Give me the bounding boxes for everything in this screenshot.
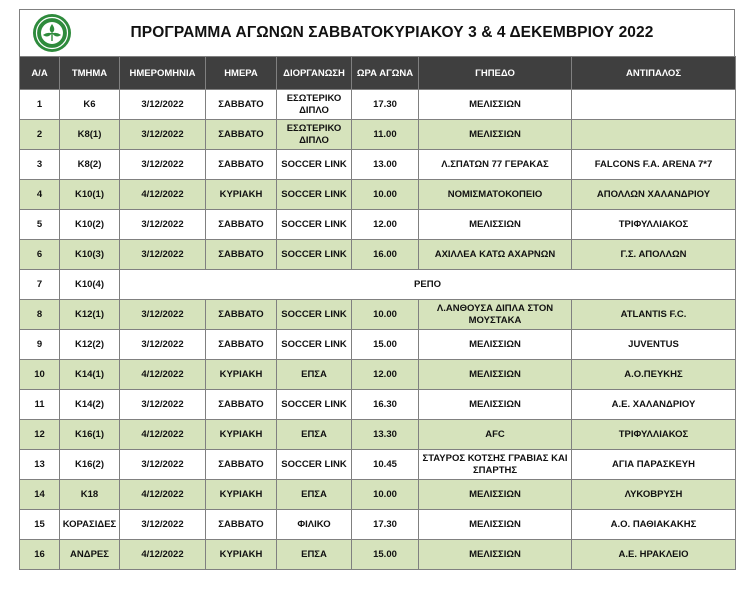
venue-cell: AFC — [419, 420, 572, 450]
organizer-cell: ΕΠΣΑ — [277, 360, 352, 390]
date-cell: 3/12/2022 — [120, 150, 206, 180]
venue-cell: ΜΕΛΙΣΣΙΩΝ — [419, 360, 572, 390]
day-cell: ΣΑΒΒΑΤΟ — [206, 330, 277, 360]
opponent-cell: FALCONS F.A. ARENA 7*7 — [572, 150, 736, 180]
team-cell: Κ16(2) — [60, 450, 120, 480]
table-row — [20, 180, 736, 210]
table-row — [20, 330, 736, 360]
organizer-cell: ΕΠΣΑ — [277, 540, 352, 570]
opponent-cell — [572, 120, 736, 150]
day-cell: ΣΑΒΒΑΤΟ — [206, 510, 277, 540]
team-cell: Κ12(2) — [60, 330, 120, 360]
table-row — [20, 510, 736, 540]
team-cell: Κ10(4) — [60, 270, 120, 300]
organizer-cell: ΕΣΩΤΕΡΙΚΟ ΔΙΠΛΟ — [277, 90, 352, 120]
day-cell: ΣΑΒΒΑΤΟ — [206, 150, 277, 180]
row-number: 15 — [20, 510, 60, 540]
row-number: 16 — [20, 540, 60, 570]
table-row — [20, 420, 736, 450]
organizer-cell: SOCCER LINK — [277, 150, 352, 180]
opponent-cell: ΛΥΚΟΒΡΥΣΗ — [572, 480, 736, 510]
schedule-sheet — [19, 9, 735, 570]
time-cell: 17.30 — [352, 510, 419, 540]
day-cell: ΣΑΒΒΑΤΟ — [206, 300, 277, 330]
date-cell: 3/12/2022 — [120, 300, 206, 330]
day-cell: ΣΑΒΒΑΤΟ — [206, 450, 277, 480]
time-cell: 10.00 — [352, 180, 419, 210]
venue-cell: ΑΧΙΛΛΕΑ ΚΑΤΩ ΑΧΑΡΝΩΝ — [419, 240, 572, 270]
date-cell: 3/12/2022 — [120, 120, 206, 150]
row-number: 12 — [20, 420, 60, 450]
team-cell: Κ6 — [60, 90, 120, 120]
opponent-cell: ΑΠΟΛΛΩΝ ΧΑΛΑΝΔΡΙΟΥ — [572, 180, 736, 210]
table-row — [20, 300, 736, 330]
table-row — [20, 450, 736, 480]
date-cell: 4/12/2022 — [120, 360, 206, 390]
organizer-cell: ΦΙΛΙΚΟ — [277, 510, 352, 540]
team-cell: Κ10(1) — [60, 180, 120, 210]
day-cell: ΣΑΒΒΑΤΟ — [206, 390, 277, 420]
date-cell: 3/12/2022 — [120, 210, 206, 240]
time-cell: 17.30 — [352, 90, 419, 120]
time-cell: 10.00 — [352, 300, 419, 330]
venue-cell: Λ.ΑΝΘΟΥΣΑ ΔΙΠΛΑ ΣΤΟΝ ΜΟΥΣΤΑΚΑ — [419, 300, 572, 330]
rest-cell: ΡΕΠΟ — [120, 270, 736, 300]
venue-cell: ΜΕΛΙΣΣΙΩΝ — [419, 510, 572, 540]
time-cell: 16.00 — [352, 240, 419, 270]
opponent-cell: Α.Ο. ΠΑΘΙΑΚΑΚΗΣ — [572, 510, 736, 540]
team-cell: Κ16(1) — [60, 420, 120, 450]
column-header: Α/Α — [20, 57, 60, 90]
team-cell: Κ8(2) — [60, 150, 120, 180]
organizer-cell: SOCCER LINK — [277, 240, 352, 270]
row-number: 9 — [20, 330, 60, 360]
club-logo-icon — [32, 13, 72, 53]
venue-cell: ΝΟΜΙΣΜΑΤΟΚΟΠΕΙΟ — [419, 180, 572, 210]
organizer-cell: ΕΠΣΑ — [277, 420, 352, 450]
row-number: 7 — [20, 270, 60, 300]
venue-cell: ΜΕΛΙΣΣΙΩΝ — [419, 330, 572, 360]
table-row — [20, 90, 736, 120]
table-row — [20, 120, 736, 150]
venue-cell: ΜΕΛΙΣΣΙΩΝ — [419, 210, 572, 240]
date-cell: 4/12/2022 — [120, 180, 206, 210]
opponent-cell: ΤΡΙΦΥΛΛΙΑΚΟΣ — [572, 210, 736, 240]
table-row — [20, 540, 736, 570]
organizer-cell: SOCCER LINK — [277, 210, 352, 240]
row-number: 3 — [20, 150, 60, 180]
table-row — [20, 270, 736, 300]
date-cell: 3/12/2022 — [120, 90, 206, 120]
column-header: ΤΜΗΜΑ — [60, 57, 120, 90]
team-cell: Κ10(2) — [60, 210, 120, 240]
day-cell: ΚΥΡΙΑΚΗ — [206, 180, 277, 210]
time-cell: 12.00 — [352, 360, 419, 390]
match-schedule-table — [19, 56, 736, 570]
row-number: 13 — [20, 450, 60, 480]
row-number: 4 — [20, 180, 60, 210]
table-row — [20, 240, 736, 270]
page-title: ΠΡΟΓΡΑΜΜΑ ΑΓΩΝΩΝ ΣΑΒΒΑΤΟΚΥΡΙΑΚΟΥ 3 & 4 ΔΕΚΕΜΒΡΙΟΥ 2022 — [130, 24, 654, 41]
time-cell: 15.00 — [352, 540, 419, 570]
team-cell: Κ10(3) — [60, 240, 120, 270]
row-number: 1 — [20, 90, 60, 120]
time-cell: 13.00 — [352, 150, 419, 180]
organizer-cell: SOCCER LINK — [277, 390, 352, 420]
row-number: 6 — [20, 240, 60, 270]
date-cell: 3/12/2022 — [120, 240, 206, 270]
row-number: 8 — [20, 300, 60, 330]
venue-cell: ΜΕΛΙΣΣΙΩΝ — [419, 90, 572, 120]
organizer-cell: SOCCER LINK — [277, 450, 352, 480]
table-row — [20, 210, 736, 240]
opponent-cell: ATLANTIS F.C. — [572, 300, 736, 330]
opponent-cell: Α.Ε. ΗΡΑΚΛΕΙΟ — [572, 540, 736, 570]
organizer-cell: ΕΣΩΤΕΡΙΚΟ ΔΙΠΛΟ — [277, 120, 352, 150]
venue-cell: ΣΤΑΥΡΟΣ ΚΟΤΣΗΣ ΓΡΑΒΙΑΣ ΚΑΙ ΣΠΑΡΤΗΣ — [419, 450, 572, 480]
opponent-cell: ΤΡΙΦΥΛΛΙΑΚΟΣ — [572, 420, 736, 450]
date-cell: 4/12/2022 — [120, 540, 206, 570]
opponent-cell: ΑΓΙΑ ΠΑΡΑΣΚΕΥΗ — [572, 450, 736, 480]
day-cell: ΚΥΡΙΑΚΗ — [206, 420, 277, 450]
column-header: ΓΗΠΕΔΟ — [419, 57, 572, 90]
opponent-cell: Α.Ε. ΧΑΛΑΝΔΡΙΟΥ — [572, 390, 736, 420]
opponent-cell: Α.Ο.ΠΕΥΚΗΣ — [572, 360, 736, 390]
time-cell: 13.30 — [352, 420, 419, 450]
day-cell: ΚΥΡΙΑΚΗ — [206, 480, 277, 510]
team-cell: ΑΝΔΡΕΣ — [60, 540, 120, 570]
organizer-cell: ΕΠΣΑ — [277, 480, 352, 510]
day-cell: ΚΥΡΙΑΚΗ — [206, 540, 277, 570]
table-row — [20, 150, 736, 180]
table-row — [20, 360, 736, 390]
opponent-cell: Γ.Σ. ΑΠΟΛΛΩΝ — [572, 240, 736, 270]
date-cell: 3/12/2022 — [120, 390, 206, 420]
time-cell: 10.45 — [352, 450, 419, 480]
team-cell: Κ8(1) — [60, 120, 120, 150]
column-header: ΗΜΕΡΟΜΗΝΙΑ — [120, 57, 206, 90]
row-number: 2 — [20, 120, 60, 150]
organizer-cell: SOCCER LINK — [277, 300, 352, 330]
team-cell: ΚΟΡΑΣΙΔΕΣ — [60, 510, 120, 540]
time-cell: 10.00 — [352, 480, 419, 510]
row-number: 11 — [20, 390, 60, 420]
opponent-cell: JUVENTUS — [572, 330, 736, 360]
time-cell: 12.00 — [352, 210, 419, 240]
date-cell: 3/12/2022 — [120, 330, 206, 360]
opponent-cell — [572, 90, 736, 120]
time-cell: 16.30 — [352, 390, 419, 420]
venue-cell: ΜΕΛΙΣΣΙΩΝ — [419, 480, 572, 510]
date-cell: 3/12/2022 — [120, 510, 206, 540]
column-header: ΔΙΟΡΓΑΝΩΣΗ — [277, 57, 352, 90]
column-header: ΑΝΤΙΠΑΛΟΣ — [572, 57, 736, 90]
time-cell: 15.00 — [352, 330, 419, 360]
day-cell: ΣΑΒΒΑΤΟ — [206, 120, 277, 150]
venue-cell: ΜΕΛΙΣΣΙΩΝ — [419, 120, 572, 150]
day-cell: ΚΥΡΙΑΚΗ — [206, 360, 277, 390]
day-cell: ΣΑΒΒΑΤΟ — [206, 240, 277, 270]
table-row — [20, 390, 736, 420]
table-row — [20, 480, 736, 510]
time-cell: 11.00 — [352, 120, 419, 150]
venue-cell: Λ.ΣΠΑΤΩΝ 77 ΓΕΡΑΚΑΣ — [419, 150, 572, 180]
venue-cell: ΜΕΛΙΣΣΙΩΝ — [419, 390, 572, 420]
column-header: ΗΜΕΡΑ — [206, 57, 277, 90]
team-cell: Κ12(1) — [60, 300, 120, 330]
venue-cell: ΜΕΛΙΣΣΙΩΝ — [419, 540, 572, 570]
day-cell: ΣΑΒΒΑΤΟ — [206, 90, 277, 120]
team-cell: Κ14(2) — [60, 390, 120, 420]
date-cell: 4/12/2022 — [120, 480, 206, 510]
table-header-row — [20, 57, 736, 90]
date-cell: 3/12/2022 — [120, 450, 206, 480]
row-number: 10 — [20, 360, 60, 390]
day-cell: ΣΑΒΒΑΤΟ — [206, 210, 277, 240]
organizer-cell: SOCCER LINK — [277, 330, 352, 360]
team-cell: Κ14(1) — [60, 360, 120, 390]
column-header: ΩΡΑ ΑΓΩΝΑ — [352, 57, 419, 90]
team-cell: Κ18 — [60, 480, 120, 510]
row-number: 14 — [20, 480, 60, 510]
date-cell: 4/12/2022 — [120, 420, 206, 450]
schedule-header — [19, 9, 735, 56]
row-number: 5 — [20, 210, 60, 240]
organizer-cell: SOCCER LINK — [277, 180, 352, 210]
